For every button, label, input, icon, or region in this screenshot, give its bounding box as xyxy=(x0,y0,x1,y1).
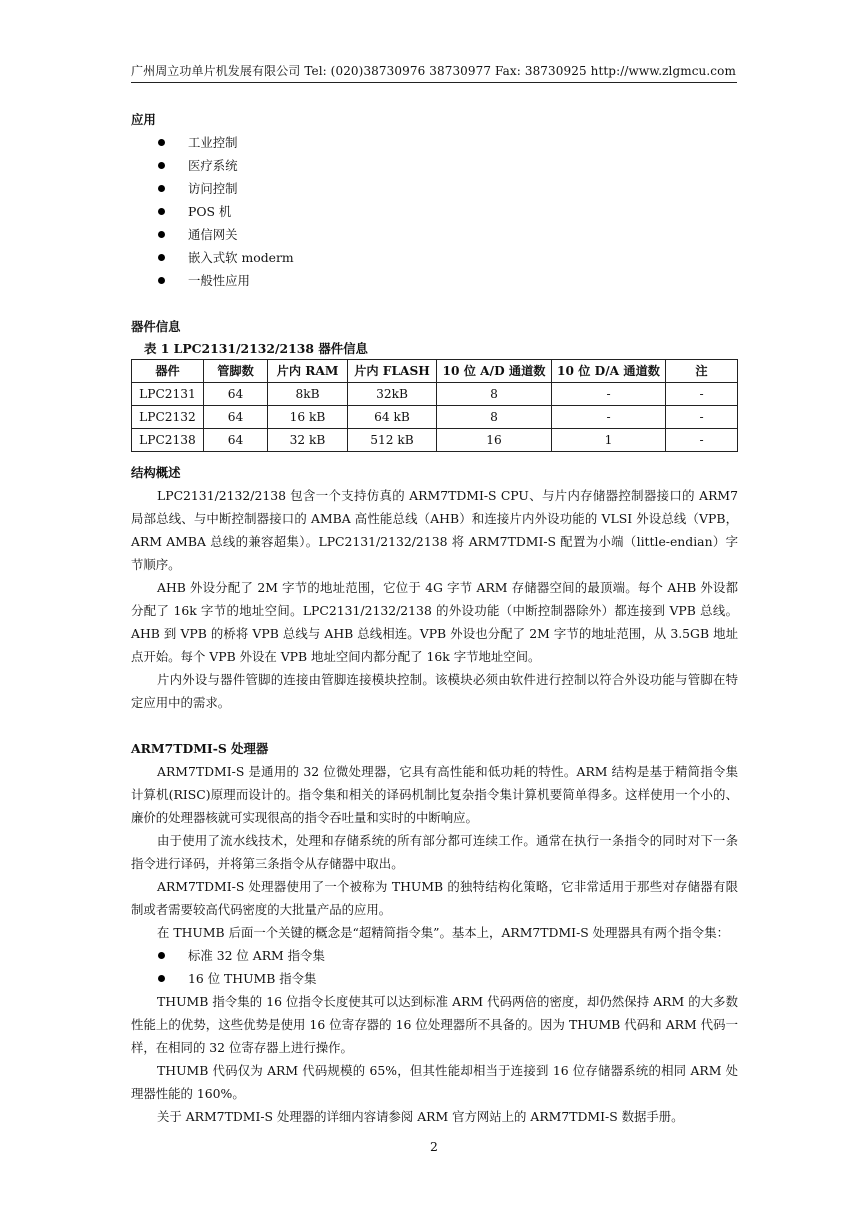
table-cell: 64 xyxy=(204,429,268,452)
table-cell: 1 xyxy=(552,429,666,452)
table-cell: 16 kB xyxy=(268,406,348,429)
list-item xyxy=(131,154,738,177)
table-cell: 64 xyxy=(204,406,268,429)
table-cell: 32 kB xyxy=(268,429,348,452)
table-cell: - xyxy=(666,406,738,429)
column-header: 10 位 D/A 通道数 xyxy=(552,360,666,383)
bullet-icon xyxy=(158,952,165,959)
list-item-text: 访问控制 xyxy=(188,181,238,196)
list-item-text: 工业控制 xyxy=(188,135,238,150)
table-cell: LPC2138 xyxy=(132,429,204,452)
table-row xyxy=(132,406,738,429)
list-item-text: 标准 32 位 ARM 指令集 xyxy=(188,948,325,963)
table-row xyxy=(132,429,738,452)
device-info-heading: 器件信息 xyxy=(131,319,181,334)
paragraph: AHB 外设分配了 2M 字节的地址范围，它位于 4G 字节 ARM 存储器空间的最顶端。每个 AHB 外设都分配了 16k 字节的地址空间。LPC2131/2132/2138 的外设功能（中断控制器除外）都连接到 VPB 总线。AHB 到 VPB 的桥将 VPB 总线与 AHB 总线相连。VPB 外设也分配了 2M 字节的地址范围，从 3.5GB 地址点开始。每个 VPB 外设在 VPB 地址空间内都分配了 16k 字节地址空间。 xyxy=(131,580,738,664)
bullet-icon xyxy=(158,254,165,261)
bullet-icon xyxy=(158,277,165,284)
table-cell: - xyxy=(552,383,666,406)
paragraph: 片内外设与器件管脚的连接由管脚连接模块控制。该模块必须由软件进行控制以符合外设功能与管脚在特定应用中的需求。 xyxy=(131,672,738,710)
applications-list xyxy=(131,131,738,292)
paragraph: ARM7TDMI-S 是通用的 32 位微处理器，它具有高性能和低功耗的特性。ARM 结构是基于精简指令集计算机(RISC)原理而设计的。指令集和相关的译码机制比复杂指令集计算机要简单得多。这样使用一个小的、廉价的处理器核就可实现很高的指令吞吐量和实时的中断响应。 xyxy=(131,764,738,825)
list-item xyxy=(131,269,738,292)
table-cell: - xyxy=(552,406,666,429)
list-item xyxy=(131,200,738,223)
page-content xyxy=(131,108,738,1128)
column-header: 片内 RAM xyxy=(268,360,348,383)
paragraph: 在 THUMB 后面一个关键的概念是“超精简指令集”。基本上，ARM7TDMI-S 处理器具有两个指令集： xyxy=(157,925,729,940)
table-cell: 64 xyxy=(204,383,268,406)
table-cell: 512 kB xyxy=(348,429,437,452)
applications-heading: 应用 xyxy=(131,112,156,127)
table-cell: 64 kB xyxy=(348,406,437,429)
column-header: 片内 FLASH xyxy=(348,360,437,383)
table-cell: 8 xyxy=(437,383,552,406)
device-info-table xyxy=(131,359,738,452)
list-item xyxy=(131,223,738,246)
table-cell: 16 xyxy=(437,429,552,452)
column-header: 器件 xyxy=(132,360,204,383)
table-cell: LPC2132 xyxy=(132,406,204,429)
table-cell: 8kB xyxy=(268,383,348,406)
paragraph: LPC2131/2132/2138 包含一个支持仿真的 ARM7TDMI-S CPU、与片内存储器控制器接口的 ARM7 局部总线、与中断控制器接口的 AMBA 高性能总线（AHB）和连接片内外设功能的 VLSI 外设总线（VPB，ARM AMBA 总线的兼容超集）。LPC2131/2132/2138 将 ARM7TDMI-S 配置为小端（little-endian）字节顺序。 xyxy=(131,488,738,572)
instruction-set-list xyxy=(131,944,738,990)
paragraph: THUMB 代码仅为 ARM 代码规模的 65%，但其性能却相当于连接到 16 位存储器系统的相同 ARM 处理器性能的 160%。 xyxy=(131,1063,738,1101)
list-item-text: 医疗系统 xyxy=(188,158,238,173)
list-item-text: 16 位 THUMB 指令集 xyxy=(188,971,317,986)
list-item xyxy=(131,131,738,154)
table-cell: - xyxy=(666,383,738,406)
list-item-text: POS 机 xyxy=(188,204,232,219)
list-item-text: 通信网关 xyxy=(188,227,238,242)
column-header: 管脚数 xyxy=(204,360,268,383)
paragraph: 关于 ARM7TDMI-S 处理器的详细内容请参阅 ARM 官方网站上的 ARM7TDMI-S 数据手册。 xyxy=(157,1109,684,1124)
list-item xyxy=(131,944,738,967)
list-item xyxy=(131,177,738,200)
overview-heading: 结构概述 xyxy=(131,465,181,480)
bullet-icon xyxy=(158,139,165,146)
list-item-text: 嵌入式软 moderm xyxy=(188,250,294,265)
bullet-icon xyxy=(158,162,165,169)
paragraph: 由于使用了流水线技术，处理和存储系统的所有部分都可连续工作。通常在执行一条指令的同时对下一条指令进行译码，并将第三条指令从存储器中取出。 xyxy=(131,833,738,871)
column-header: 10 位 A/D 通道数 xyxy=(437,360,552,383)
paragraph: ARM7TDMI-S 处理器使用了一个被称为 THUMB 的独特结构化策略，它非常适用于那些对存储器有限制或者需要较高代码密度的大批量产品的应用。 xyxy=(131,879,738,917)
column-header: 注 xyxy=(666,360,738,383)
table-header-row xyxy=(132,360,738,383)
list-item-text: 一般性应用 xyxy=(188,273,250,288)
table-cell: 8 xyxy=(437,406,552,429)
page-header: 广州周立功单片机发展有限公司 Tel: (020)38730976 38730977 Fax: 38730925 http://www.zlgmcu.com xyxy=(131,62,737,83)
table-row xyxy=(132,383,738,406)
bullet-icon xyxy=(158,208,165,215)
page-number: 2 xyxy=(430,1139,438,1154)
bullet-icon xyxy=(158,975,165,982)
list-item xyxy=(131,246,738,269)
table-caption: 表 1 LPC2131/2132/2138 器件信息 xyxy=(144,341,368,356)
bullet-icon xyxy=(158,185,165,192)
paragraph: THUMB 指令集的 16 位指令长度使其可以达到标准 ARM 代码两倍的密度，却仍然保持 ARM 的大多数性能上的优势，这些优势是使用 16 位寄存器的 16 位处理器所不具备的。因为 THUMB 代码和 ARM 代码一样，在相同的 32 位寄存器上进行操作。 xyxy=(131,994,738,1055)
table-cell: - xyxy=(666,429,738,452)
list-item xyxy=(131,967,738,990)
bullet-icon xyxy=(158,231,165,238)
processor-heading: ARM7TDMI-S 处理器 xyxy=(131,741,269,756)
table-cell: LPC2131 xyxy=(132,383,204,406)
table-cell: 32kB xyxy=(348,383,437,406)
